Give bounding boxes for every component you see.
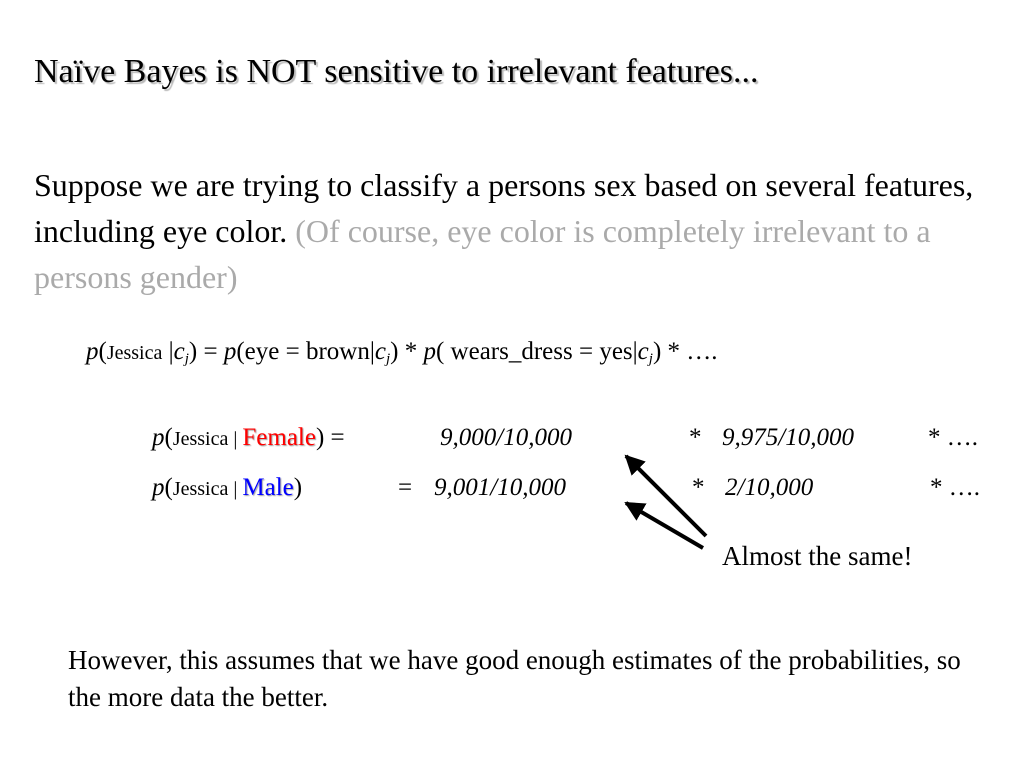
given-bar: | (162, 338, 174, 365)
arrow-to-male (626, 503, 703, 548)
paren-open: ( (164, 474, 173, 501)
prob-symbol: p (152, 474, 165, 501)
times-sign: * (692, 474, 705, 501)
times-sign: ) * (390, 338, 424, 365)
class-subscript: j (648, 351, 653, 367)
arrow-to-female (626, 456, 706, 536)
equals-sign: = (398, 474, 413, 501)
paren-open: ( (98, 338, 107, 365)
female-dress-value: 9,975/10,000 (722, 424, 854, 451)
prob-symbol: p (423, 338, 436, 365)
class-symbol: c (173, 338, 185, 365)
class-symbol: c (637, 338, 649, 365)
eye-term: (eye = brown| (236, 338, 375, 365)
paren-open: ( (164, 424, 173, 451)
intro-aside: (Of course, eye color is completely irrelevant to a persons gender) (34, 213, 931, 295)
slide-title: Naïve Bayes is NOT sensitive to irrelevant features... (34, 53, 759, 90)
person-name: Jessica (172, 428, 229, 450)
male-eye-value: 9,001/10,000 (434, 474, 566, 501)
paren-close: ) (293, 474, 303, 501)
formula-tail: * …. (930, 474, 980, 501)
person-name: Jessica (172, 478, 229, 500)
male-dress-value: 2/10,000 (725, 474, 814, 501)
equals-sign: ) = (315, 424, 345, 451)
prob-symbol: p (86, 338, 99, 365)
female-eye-value: 9,000/10,000 (440, 424, 572, 451)
formula-tail: ) * …. (652, 338, 718, 365)
formula-tail: * …. (928, 424, 978, 451)
class-subscript: j (184, 351, 189, 367)
class-symbol: c (374, 338, 386, 365)
female-label: Female (242, 424, 316, 451)
times-sign: * (689, 424, 702, 451)
intro-text: Suppose we are trying to classify a persons sex based on several features, including eye color. (34, 167, 974, 249)
prob-symbol: p (152, 424, 165, 451)
given-bar: | (228, 428, 243, 450)
almost-same-note: Almost the same! (722, 541, 913, 571)
person-name: Jessica (106, 342, 163, 364)
dress-term: ( wears_dress = yes| (435, 338, 638, 365)
male-label: Male (242, 474, 294, 501)
prob-symbol: p (223, 338, 237, 365)
class-subscript: j (385, 351, 391, 367)
conclusion-paragraph: However, this assumes that we have good enough estimates of the probabilities, so the more data the better. (68, 645, 961, 712)
equals-sign: ) = (188, 338, 224, 365)
given-bar: | (228, 478, 243, 500)
